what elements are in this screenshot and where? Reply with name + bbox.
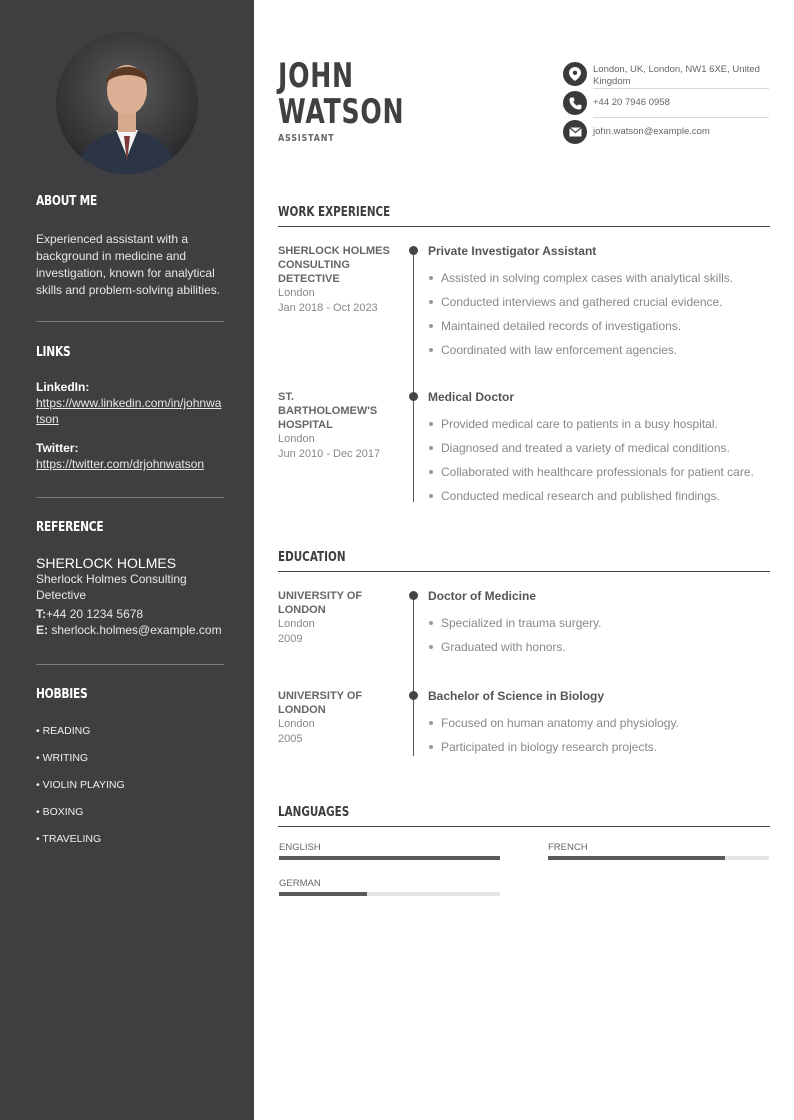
section-rule <box>278 226 770 227</box>
divider <box>36 664 224 665</box>
work-entry-meta <box>278 244 390 316</box>
education-bullet: Graduated with honors. <box>428 635 770 659</box>
work-bullet: Collaborated with healthcare professionals for patient care. <box>428 460 770 484</box>
timeline-dot <box>409 691 418 700</box>
reference-email-label: E: <box>36 623 48 637</box>
education-bullet: Focused on human anatomy and physiology. <box>428 711 770 735</box>
language-name: ENGLISH <box>279 842 321 853</box>
education-degree: Bachelor of Science in Biology <box>428 689 605 703</box>
reference-name: SHERLOCK HOLMES <box>36 555 177 571</box>
work-dates: Jun 2010 - Dec 2017 <box>278 448 381 460</box>
education-org: UNIVERSITY OF LONDON <box>278 690 363 716</box>
work-org: SHERLOCK HOLMES CONSULTING DETECTIVE <box>278 245 390 285</box>
education-dates: 2009 <box>278 633 303 645</box>
education-org: UNIVERSITY OF LONDON <box>278 590 363 616</box>
timeline-dot <box>409 392 418 401</box>
first-name: JOHN <box>278 56 354 96</box>
mail-icon <box>563 120 587 144</box>
divider <box>593 117 769 118</box>
twitter-link[interactable]: https://twitter.com/drjohnwatson <box>36 457 205 471</box>
work-location: London <box>278 287 315 299</box>
work-entry-details <box>428 244 770 362</box>
divider <box>36 497 224 498</box>
education-dates: 2005 <box>278 733 303 745</box>
reference-section <box>36 520 224 638</box>
job-role: ASSISTANT <box>278 133 335 144</box>
work-bullet: Provided medical care to patients in a busy hospital. <box>428 412 770 436</box>
language-level-bar <box>279 892 367 896</box>
education-bullet: Specialized in trauma surgery. <box>428 611 770 635</box>
language-item <box>279 842 500 860</box>
work-bullet: Maintained detailed records of investigations. <box>428 314 770 338</box>
language-level-track <box>279 892 500 896</box>
timeline-dot <box>409 246 418 255</box>
links-section <box>36 345 224 472</box>
education-degree: Doctor of Medicine <box>428 589 537 603</box>
contact-email <box>563 120 769 144</box>
work-experience-title: WORK EXPERIENCE <box>278 205 391 220</box>
contact-address <box>563 62 769 88</box>
section-rule <box>278 571 770 572</box>
reference-phone <box>36 606 224 622</box>
work-bullet: Conducted medical research and published findings. <box>428 484 770 508</box>
reference-title: REFERENCE <box>36 520 104 535</box>
reference-phone-label: T: <box>36 607 46 621</box>
about-title: ABOUT ME <box>36 194 98 209</box>
work-bullet: Coordinated with law enforcement agencies. <box>428 338 770 362</box>
linkedin-link[interactable]: https://www.linkedin.com/in/johnwatson <box>36 396 222 426</box>
language-level-track <box>279 856 500 860</box>
link-label-twitter: Twitter: <box>36 441 79 455</box>
language-item <box>548 842 769 860</box>
link-label-linkedin: LinkedIn: <box>36 380 90 394</box>
education-location: London <box>278 618 315 630</box>
work-entry-meta <box>278 390 390 462</box>
hobby-item: • BOXING <box>36 806 84 818</box>
candidate-name <box>278 58 404 130</box>
work-bullet: Diagnosed and treated a variety of medical conditions. <box>428 436 770 460</box>
timeline-dot <box>409 591 418 600</box>
language-name: GERMAN <box>279 878 321 889</box>
languages-title: LANGUAGES <box>278 805 350 820</box>
hobby-item: • TRAVELING <box>36 833 102 845</box>
language-level-track <box>548 856 769 860</box>
section-rule <box>278 826 770 827</box>
phone-text: +44 20 7946 0958 <box>593 97 670 108</box>
education-entry-meta <box>278 589 390 647</box>
phone-icon <box>563 91 587 115</box>
hobby-item: • READING <box>36 725 91 737</box>
hobby-item: • WRITING <box>36 752 89 764</box>
reference-email-value: sherlock.holmes@example.com <box>51 623 222 637</box>
divider <box>593 88 769 89</box>
hobbies-title: HOBBIES <box>36 687 88 702</box>
language-name: FRENCH <box>548 842 588 853</box>
about-section <box>36 194 224 299</box>
work-entry-details <box>428 390 770 508</box>
divider <box>36 321 224 322</box>
sidebar <box>0 0 254 1120</box>
work-location: London <box>278 433 315 445</box>
location-pin-icon <box>563 62 587 86</box>
hobby-item: • VIOLIN PLAYING <box>36 779 125 791</box>
timeline-line <box>413 248 414 502</box>
reference-company: Sherlock Holmes Consulting Detective <box>36 572 187 602</box>
timeline-line <box>413 594 414 756</box>
reference-phone-value: +44 20 1234 5678 <box>46 607 144 621</box>
hobbies-section <box>36 687 224 853</box>
education-entry-details <box>428 689 770 759</box>
work-dates: Jan 2018 - Oct 2023 <box>278 302 378 314</box>
education-entry-details <box>428 589 770 659</box>
last-name: WATSON <box>278 92 405 132</box>
education-bullet: Participated in biology research projects. <box>428 735 770 759</box>
reference-email <box>36 622 224 638</box>
language-level-bar <box>548 856 725 860</box>
about-text: Experienced assistant with a background in medicine and investigation, known for analytical skills and problem-solving abilities. <box>36 232 221 297</box>
education-entry-meta <box>278 689 390 747</box>
work-position: Medical Doctor <box>428 390 515 404</box>
contact-phone <box>563 91 769 115</box>
education-location: London <box>278 718 315 730</box>
language-item <box>279 878 500 896</box>
work-org: ST. BARTHOLOMEW'S HOSPITAL <box>278 391 378 431</box>
links-title: LINKS <box>36 345 71 360</box>
email-text[interactable]: john.watson@example.com <box>593 126 710 137</box>
address-text: London, UK, London, NW1 6XE, United Kingdom <box>593 64 760 87</box>
work-bullet: Conducted interviews and gathered crucial evidence. <box>428 290 770 314</box>
work-position: Private Investigator Assistant <box>428 244 597 258</box>
profile-photo <box>56 32 198 174</box>
education-title: EDUCATION <box>278 550 346 565</box>
work-bullet: Assisted in solving complex cases with analytical skills. <box>428 266 770 290</box>
language-level-bar <box>279 856 500 860</box>
